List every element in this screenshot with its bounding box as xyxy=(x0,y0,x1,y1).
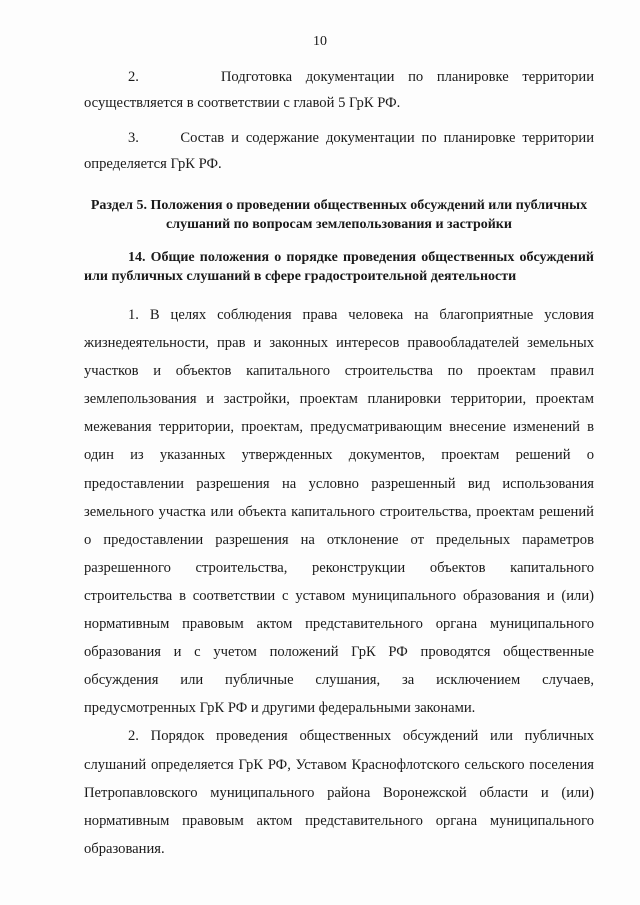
page-content xyxy=(84,64,594,863)
paragraph-2-text: Подготовка документации по планировке территории осуществляется в соответствии с главой 5 ГрК РФ. xyxy=(84,69,595,111)
page-number: 10 xyxy=(313,34,327,49)
body-paragraph-1: 1. В целях соблюдения права человека на благоприятные условия жизнедеятельности, прав и законных интересов правообладателей земельных участков и объектов капитального строительства по проектам правил землепользования и застройки, проектам планировки территории, проектам межевания территории, проектам, предусматривающим внесение изменений в один из указанных утвержденных документов, проектам решений о предоставлении разрешения на условно разрешенный вид использования земельного участка или объекта капитального строительства, проектам решений о предоставлении разрешения на отклонение от предельных параметров разрешенного строительства, реконструкции объектов капитального строительства в соответствии с уставом муниципального образования и (или) нормативным правовым актом представительного органа муниципального образования и с учетом положений ГрК РФ проводятся общественные обсуждения или публичные слушания, за исключением случаев, предусмотренных ГрК РФ и другими федеральными законами. xyxy=(84,307,594,717)
paragraph-2-number: 2. xyxy=(128,69,139,85)
paragraph-3 xyxy=(84,125,594,177)
paragraph-2 xyxy=(84,64,594,116)
subsection-heading: 14. Общие положения о порядке проведения общественных обсуждений или публичных слушаний в сфере градостроительной деятельности xyxy=(84,250,594,284)
section-heading: Раздел 5. Положения о проведении общественных обсуждений или публичных слушаний по вопросам землепользования и застройки xyxy=(90,198,588,232)
paragraph-3-text: Состав и содержание документации по планировке территории определяется ГрК РФ. xyxy=(84,130,595,172)
paragraph-3-number: 3. xyxy=(128,130,139,146)
body-paragraph-2: 2. Порядок проведения общественных обсуждений или публичных слушаний определяется ГрК РФ, Уставом Краснофлотского сельского поселения Петропавловского муниципального района Воронежской области и (или) нормативным правовым актом представительного органа муниципального образования. xyxy=(84,728,594,857)
